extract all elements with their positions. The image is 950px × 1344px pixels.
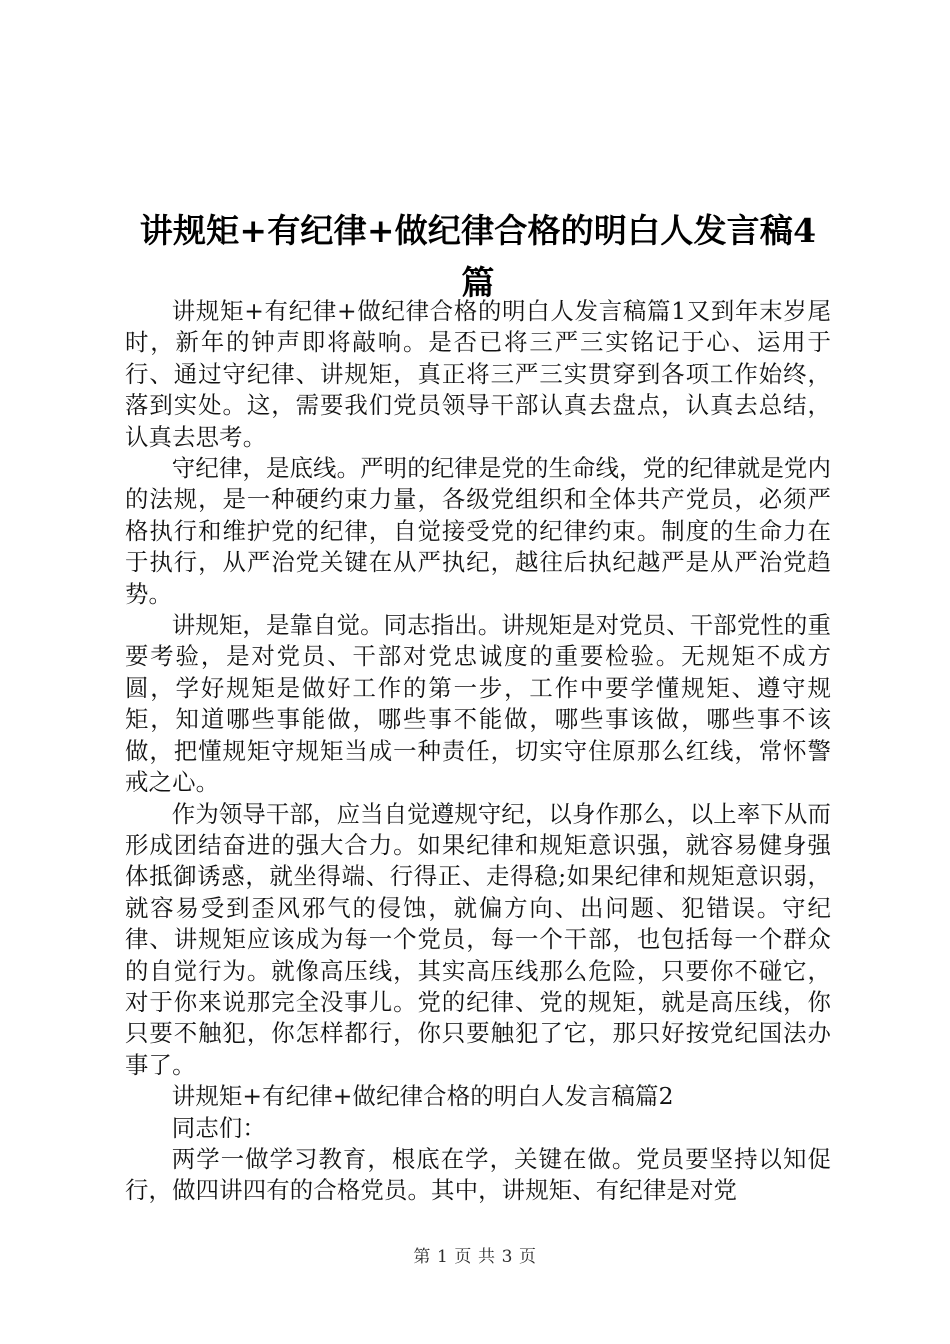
paragraph: 守纪律，是底线。严明的纪律是党的生命线，党的纪律就是党内的法规，是一种硬约束力量，各级党组织和全体共产党员，必须严格执行和维护党的纪律，自觉接受党的纪律约束。制度的生命力在于执行，从严治党关键在从严执纪，越往后执纪越严是从严治党趋势。 — [125, 454, 831, 608]
page-title: 讲规矩+有纪律+做纪律合格的明白人发言稿4篇 — [139, 211, 817, 303]
page-number-footer: 第 1 页 共 3 页 — [413, 1247, 537, 1267]
section-heading-part-2: 讲规矩+有纪律+做纪律合格的明白人发言稿篇2 — [171, 1082, 674, 1111]
paragraph: 作为领导干部，应当自觉遵规守纪，以身作那么，以上率下从而形成团结奋进的强大合力。如果纪律和规矩意识强，就容易健身强体抵御诱惑，就坐得端、行得正、走得稳;如果纪律和规矩意识弱，就容易受到歪风邪气的侵蚀，就偏方向、出问题、犯错误。守纪律、讲规矩应该成为每一个党员，每一个干部，也包括每一个群众的自觉行为。就像高压线，其实高压线那么危险，只要你不碰它，对于你来说那完全没事儿。党的纪律、党的规矩，就是高压线，你只要不触犯，你怎样都行，你只要触犯了它，那只好按党纪国法办事了。 — [125, 799, 831, 1079]
paragraph: 讲规矩+有纪律+做纪律合格的明白人发言稿篇1又到年末岁尾时，新年的钟声即将敲响。是否已将三严三实铭记于心、运用于行、通过守纪律、讲规矩，真正将三严三实贯穿到各项工作始终，落到实处。这，需要我们党员领导干部认真去盘点，认真去总结，认真去思考。 — [125, 297, 831, 451]
salutation: 同志们： — [171, 1113, 266, 1142]
document-body — [125, 296, 831, 1207]
paragraph: 两学一做学习教育，根底在学，关键在做。党员要坚持以知促行，做四讲四有的合格党员。其中，讲规矩、有纪律是对党 — [125, 1144, 831, 1205]
paragraph: 讲规矩，是靠自觉。同志指出。讲规矩是对党员、干部党性的重要考验，是对党员、干部对党忠诚度的重要检验。无规矩不成方圆，学好规矩是做好工作的第一步，工作中要学懂规矩、遵守规矩，知道哪些事能做，哪些事不能做，哪些事该做，哪些事不该做，把懂规矩守规矩当成一种责任，切实守住原那么红线，常怀警戒之心。 — [125, 611, 831, 797]
